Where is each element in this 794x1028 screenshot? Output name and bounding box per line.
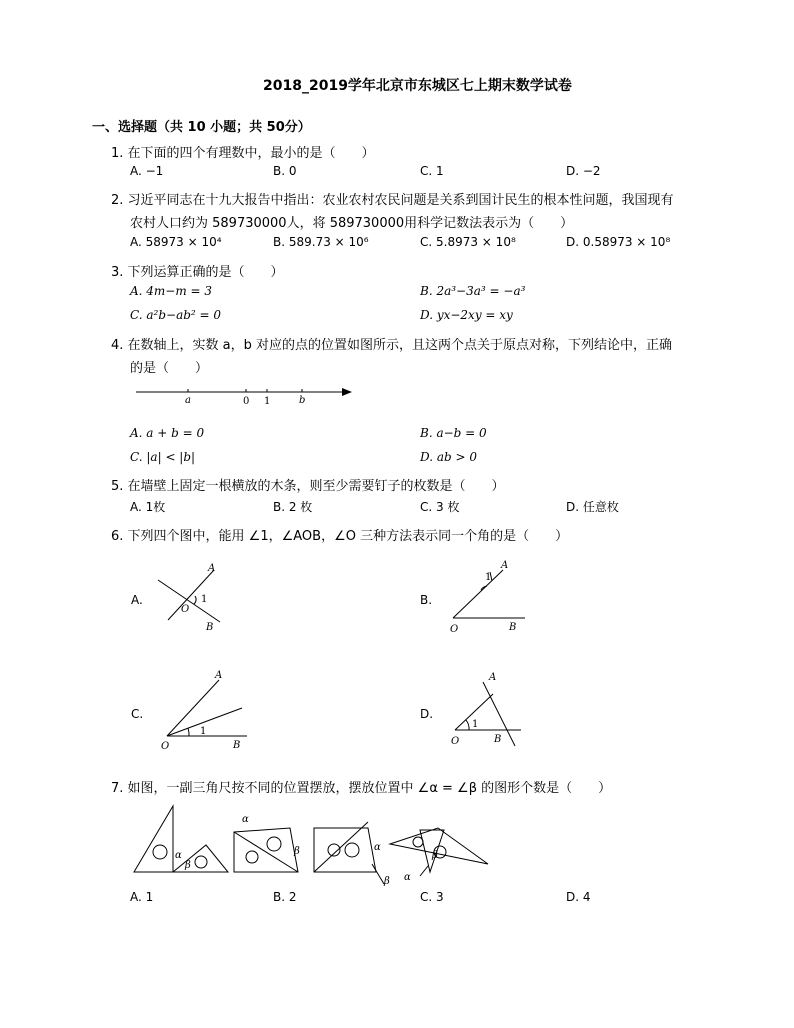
q2-option-a[interactable]: A. 58973 × 10⁴ <box>130 235 222 249</box>
q6-figure-b <box>445 558 535 638</box>
q6-figure-a <box>148 560 228 632</box>
axis-label-one: 1 <box>264 396 271 407</box>
page-title: 2018_2019学年北京市东城区七上期末数学试卷 <box>263 78 572 94</box>
label-o: O <box>451 736 460 747</box>
q5-option-d[interactable]: D. 任意枚 <box>566 500 619 514</box>
label-a: A <box>208 563 216 574</box>
q7-figures <box>128 800 498 890</box>
q6-option-a[interactable]: A. <box>131 593 143 607</box>
q7-option-b[interactable]: B. 2 <box>273 890 297 904</box>
label-a: A <box>489 672 497 683</box>
q4-option-d[interactable]: D. ab > 0 <box>420 450 477 464</box>
q5-option-b[interactable]: B. 2 枚 <box>273 500 313 514</box>
section-heading: 一、选择题（共 10 小题；共 50分） <box>92 120 311 135</box>
label-1: 1 <box>472 719 479 730</box>
label-1: 1 <box>485 572 492 583</box>
label-alpha: α <box>175 850 182 861</box>
label-b: B <box>206 622 214 632</box>
label-a: A <box>501 560 509 571</box>
question-3-stem: 3. 下列运算正确的是（ ） <box>111 265 284 280</box>
question-5-stem: 5. 在墙壁上固定一根横放的木条，则至少需要钉子的枚数是（ ） <box>111 479 505 494</box>
q3-option-a[interactable]: A. 4m−m = 3 <box>130 284 213 298</box>
q1-option-c[interactable]: C. 1 <box>420 164 444 178</box>
axis-label-b: b <box>299 395 306 406</box>
q6-figure-d <box>447 668 537 752</box>
q4-option-b[interactable]: B. a−b = 0 <box>420 426 487 440</box>
q6-figure-c <box>155 666 255 752</box>
question-2-stem-line1: 2. 习近平同志在十九大报告中指出：农业农村农民问题是关系到国计民生的根本性问题，我国现有 <box>111 193 674 208</box>
label-o: O <box>181 604 190 615</box>
number-line-figure <box>130 380 360 410</box>
label-alpha: α <box>242 814 249 825</box>
q1-option-b[interactable]: B. 0 <box>273 164 297 178</box>
label-alpha: α <box>374 842 381 853</box>
label-beta: β <box>432 850 438 861</box>
q4-option-a[interactable]: A. a + b = 0 <box>130 426 205 440</box>
q2-option-d[interactable]: D. 0.58973 × 10⁸ <box>566 235 671 249</box>
question-4-stem-line1: 4. 在数轴上，实数 a，b 对应的点的位置如图所示，且这两个点关于原点对称，下列结论中，正确 <box>111 338 673 353</box>
q2-option-b[interactable]: B. 589.73 × 10⁶ <box>273 235 369 249</box>
q7-option-a[interactable]: A. 1 <box>130 890 154 904</box>
axis-label-a: a <box>185 395 191 406</box>
q7-option-d[interactable]: D. 4 <box>566 890 591 904</box>
q7-option-c[interactable]: C. 3 <box>420 890 444 904</box>
q4-option-c[interactable]: C. |a| < |b| <box>130 450 196 464</box>
q6-option-c[interactable]: C. <box>131 707 144 721</box>
label-beta: β <box>384 876 390 887</box>
label-1: 1 <box>201 594 208 605</box>
q1-option-a[interactable]: A. −1 <box>130 164 164 178</box>
question-6-stem: 6. 下列四个图中，能用 ∠1，∠AOB，∠O 三种方法表示同一个角的是（ ） <box>111 529 569 544</box>
label-beta: β <box>294 846 300 857</box>
q3-option-c[interactable]: C. a²b−ab² = 0 <box>130 308 222 322</box>
label-b: B <box>509 622 517 633</box>
q5-option-c[interactable]: C. 3 枚 <box>420 500 460 514</box>
question-7-stem: 7. 如图，一副三角尺按不同的位置摆放，摆放位置中 ∠α = ∠β 的图形个数是（ ） <box>111 781 612 796</box>
label-o: O <box>450 624 459 635</box>
label-b: B <box>494 734 502 745</box>
q6-option-b[interactable]: B. <box>420 593 433 607</box>
question-4-stem-line2: 的是（ ） <box>130 361 209 376</box>
axis-label-zero: 0 <box>243 396 250 407</box>
label-o: O <box>161 741 170 752</box>
label-a: A <box>215 670 223 681</box>
q3-option-d[interactable]: D. yx−2xy = xy <box>420 308 513 322</box>
q3-option-b[interactable]: B. 2a³−3a³ = −a³ <box>420 284 526 298</box>
q6-option-d[interactable]: D. <box>420 707 434 721</box>
q1-option-d[interactable]: D. −2 <box>566 164 601 178</box>
label-alpha: α <box>404 872 411 883</box>
question-1-stem: 1. 在下面的四个有理数中，最小的是（ ） <box>111 146 375 161</box>
label-beta: β <box>185 860 191 871</box>
label-1: 1 <box>200 726 207 737</box>
label-b: B <box>233 740 241 751</box>
q2-option-c[interactable]: C. 5.8973 × 10⁸ <box>420 235 516 249</box>
q5-option-a[interactable]: A. 1枚 <box>130 500 166 514</box>
question-2-stem-line2: 农村人口约为 589730000人，将 589730000用科学记数法表示为（ ） <box>130 216 574 231</box>
